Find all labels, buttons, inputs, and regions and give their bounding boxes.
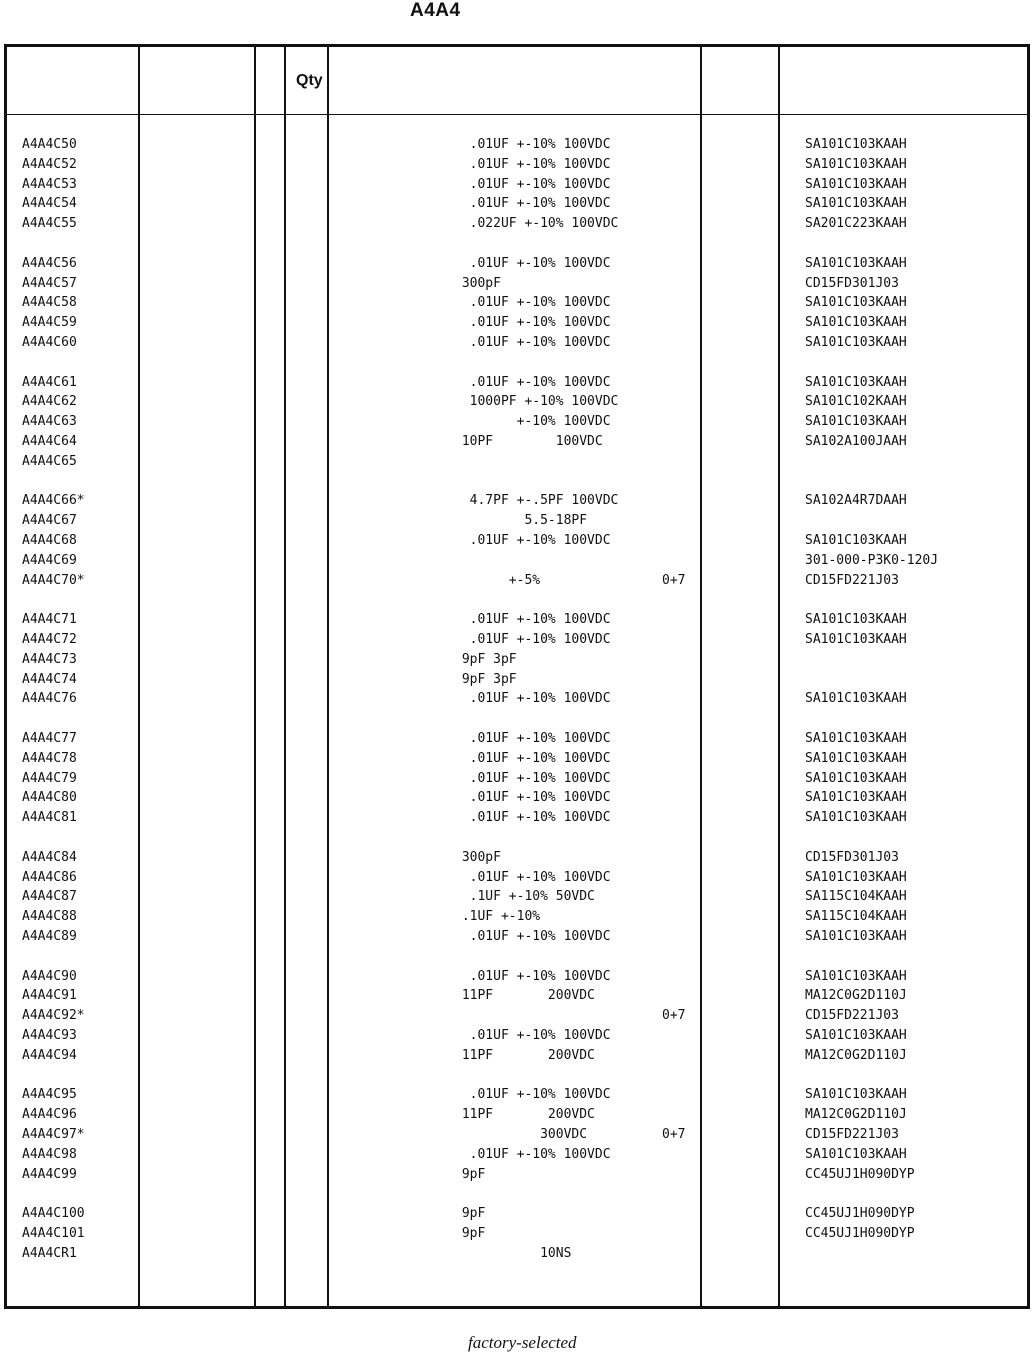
column-divider <box>700 44 702 1309</box>
part-reference: A4A4C95 <box>22 1087 77 1103</box>
part-reference: A4A4C52 <box>22 156 77 172</box>
manufacturer-part-number: SA101C103KAAH <box>805 414 907 430</box>
part-description: 11PF 200VDC <box>454 1107 595 1123</box>
column-divider <box>327 44 329 1309</box>
part-reference: A4A4C61 <box>22 374 77 390</box>
part-description: .01UF +-10% 100VDC <box>454 929 611 944</box>
manufacturer-part-number: SA101C103KAAH <box>805 1087 907 1103</box>
part-reference: A4A4C74 <box>22 671 77 687</box>
part-description: .01UF +-10% 100VDC <box>454 810 611 826</box>
manufacturer-part-number: SA101C103KAAH <box>805 929 907 944</box>
part-description: 11PF 200VDC <box>454 988 595 1004</box>
manufacturer-part-number: CC45UJ1H090DYP <box>805 1226 915 1241</box>
manufacturer-part-number: CD15FD221J03 <box>805 1127 899 1142</box>
part-reference: A4A4C81 <box>22 810 77 826</box>
part-reference: A4A4C50 <box>22 137 77 152</box>
part-description: .01UF +-10% 100VDC <box>454 315 611 331</box>
part-description: 9pF 3pF <box>454 651 517 667</box>
part-description: 9pF <box>454 1166 486 1182</box>
part-description: 4.7PF +-.5PF 100VDC <box>454 493 619 509</box>
part-reference: A4A4C67 <box>22 513 77 529</box>
manufacturer-part-number: SA101C103KAAH <box>805 156 907 172</box>
header-separator <box>4 114 1030 115</box>
part-reference: A4A4C97* <box>22 1127 85 1142</box>
manufacturer-part-number: SA101C102KAAH <box>805 394 907 410</box>
table-left-border <box>4 44 7 1309</box>
part-description: .1UF +-10% 50VDC <box>454 889 595 905</box>
part-reference: A4A4C73 <box>22 651 77 667</box>
part-description: 10PF 100VDC <box>454 434 603 449</box>
manufacturer-part-number: SA101C103KAAH <box>805 1146 907 1162</box>
column-divider <box>138 44 140 1309</box>
part-code: 0+7 <box>662 572 686 588</box>
part-reference: A4A4C93 <box>22 1028 77 1043</box>
part-description: .1UF +-10% <box>454 909 541 925</box>
part-description: 11PF 200VDC <box>454 1047 595 1063</box>
manufacturer-part-number: CC45UJ1H090DYP <box>805 1206 915 1222</box>
part-description: .01UF +-10% 100VDC <box>454 1087 611 1103</box>
part-reference: A4A4C79 <box>22 770 77 786</box>
part-reference: A4A4C100 <box>22 1206 85 1222</box>
part-reference: A4A4C84 <box>22 849 77 865</box>
part-description: 300pF <box>454 275 501 291</box>
part-description: +-5% <box>454 572 541 588</box>
part-reference: A4A4C57 <box>22 275 77 291</box>
manufacturer-part-number: MA12C0G2D110J <box>805 988 907 1004</box>
part-reference: A4A4C101 <box>22 1226 85 1241</box>
part-reference: A4A4C58 <box>22 295 77 311</box>
manufacturer-part-number: CC45UJ1H090DYP <box>805 1166 915 1182</box>
part-description: .01UF +-10% 100VDC <box>454 295 611 311</box>
part-description: .01UF +-10% 100VDC <box>454 335 611 350</box>
manufacturer-part-number: CD15FD221J03 <box>805 1008 899 1024</box>
part-description: .01UF +-10% 100VDC <box>454 691 611 707</box>
manufacturer-part-number: SA101C103KAAH <box>805 869 907 885</box>
part-reference: A4A4C88 <box>22 909 77 925</box>
manufacturer-part-number: SA101C103KAAH <box>805 295 907 311</box>
part-description: 5.5-18PF <box>454 513 588 529</box>
manufacturer-part-number: SA101C103KAAH <box>805 612 907 628</box>
manufacturer-part-number: SA201C223KAAH <box>805 216 907 232</box>
manufacturer-part-number: SA101C103KAAH <box>805 374 907 390</box>
part-description: .01UF +-10% 100VDC <box>454 374 611 390</box>
part-reference: A4A4C94 <box>22 1047 77 1063</box>
part-description: .01UF +-10% 100VDC <box>454 1028 611 1043</box>
footer-note: factory-selected <box>468 1333 577 1352</box>
page-title: A4A4 <box>410 0 461 21</box>
part-reference: A4A4C76 <box>22 691 77 707</box>
manufacturer-part-number: SA101C103KAAH <box>805 1028 907 1043</box>
part-description: .01UF +-10% 100VDC <box>454 731 611 746</box>
part-description: .01UF +-10% 100VDC <box>454 196 611 212</box>
part-description: .01UF +-10% 100VDC <box>454 790 611 806</box>
part-reference: A4A4C87 <box>22 889 77 905</box>
part-reference: A4A4C77 <box>22 731 77 746</box>
part-reference: A4A4C65 <box>22 453 77 469</box>
manufacturer-part-number: SA101C103KAAH <box>805 632 907 647</box>
part-description: .01UF +-10% 100VDC <box>454 632 611 647</box>
table-top-border <box>4 44 1030 47</box>
manufacturer-part-number: SA101C103KAAH <box>805 770 907 786</box>
part-description: .022UF +-10% 100VDC <box>454 216 619 232</box>
part-reference: A4A4C92* <box>22 1008 85 1024</box>
part-reference: A4A4C91 <box>22 988 77 1004</box>
part-description: .01UF +-10% 100VDC <box>454 137 611 152</box>
part-reference: A4A4C78 <box>22 750 77 766</box>
part-reference: A4A4CR1 <box>22 1245 77 1261</box>
column-divider <box>778 44 780 1309</box>
part-description: 1000PF +-10% 100VDC <box>454 394 619 410</box>
manufacturer-part-number: SA101C103KAAH <box>805 750 907 766</box>
part-description: 9pF <box>454 1226 486 1241</box>
part-code: 0+7 <box>662 1127 686 1142</box>
part-description: .01UF +-10% 100VDC <box>454 612 611 628</box>
part-reference: A4A4C96 <box>22 1107 77 1123</box>
manufacturer-part-number: SA101C103KAAH <box>805 533 907 548</box>
part-description: 300pF <box>454 849 501 865</box>
column-divider <box>254 44 256 1309</box>
part-code: 0+7 <box>662 1008 686 1024</box>
manufacturer-part-number: SA101C103KAAH <box>805 691 907 707</box>
part-description: 300VDC <box>454 1127 588 1142</box>
part-reference: A4A4C62 <box>22 394 77 410</box>
manufacturer-part-number: SA102A4R7DAAH <box>805 493 907 509</box>
part-description: .01UF +-10% 100VDC <box>454 156 611 172</box>
part-description: .01UF +-10% 100VDC <box>454 770 611 786</box>
part-reference: A4A4C69 <box>22 552 77 568</box>
part-reference: A4A4C66* <box>22 493 85 509</box>
part-description: 9pF 3pF <box>454 671 517 687</box>
part-reference: A4A4C60 <box>22 335 77 350</box>
part-reference: A4A4C54 <box>22 196 77 212</box>
part-description: .01UF +-10% 100VDC <box>454 869 611 885</box>
manufacturer-part-number: SA101C103KAAH <box>805 137 907 152</box>
manufacturer-part-number: SA101C103KAAH <box>805 335 907 350</box>
part-reference: A4A4C68 <box>22 533 77 548</box>
part-reference: A4A4C86 <box>22 869 77 885</box>
manufacturer-part-number: SA101C103KAAH <box>805 810 907 826</box>
manufacturer-part-number: SA101C103KAAH <box>805 176 907 192</box>
manufacturer-part-number: SA101C103KAAH <box>805 790 907 806</box>
part-reference: A4A4C98 <box>22 1146 77 1162</box>
manufacturer-part-number: 301-000-P3K0-120J <box>805 552 939 568</box>
part-reference: A4A4C99 <box>22 1166 77 1182</box>
part-description: .01UF +-10% 100VDC <box>454 176 611 192</box>
manufacturer-part-number: CD15FD301J03 <box>805 275 899 291</box>
manufacturer-part-number: SA101C103KAAH <box>805 968 907 984</box>
manufacturer-part-number: SA102A100JAAH <box>805 434 907 449</box>
manufacturer-part-number: SA101C103KAAH <box>805 315 907 331</box>
manufacturer-part-number: SA101C103KAAH <box>805 255 907 271</box>
table-bottom-border <box>4 1306 1030 1309</box>
part-reference: A4A4C71 <box>22 612 77 628</box>
part-reference: A4A4C53 <box>22 176 77 192</box>
part-reference: A4A4C80 <box>22 790 77 806</box>
manufacturer-part-number: CD15FD221J03 <box>805 572 899 588</box>
part-reference: A4A4C72 <box>22 632 77 647</box>
part-reference: A4A4C89 <box>22 929 77 944</box>
part-description: .01UF +-10% 100VDC <box>454 1146 611 1162</box>
manufacturer-part-number: MA12C0G2D110J <box>805 1107 907 1123</box>
part-reference: A4A4C70* <box>22 572 85 588</box>
manufacturer-part-number: MA12C0G2D110J <box>805 1047 907 1063</box>
part-reference: A4A4C59 <box>22 315 77 331</box>
part-description: +-10% 100VDC <box>454 414 611 430</box>
manufacturer-part-number: SA101C103KAAH <box>805 196 907 212</box>
part-reference: A4A4C56 <box>22 255 77 271</box>
manufacturer-part-number: SA115C104KAAH <box>805 909 907 925</box>
manufacturer-part-number: SA101C103KAAH <box>805 731 907 746</box>
part-description: .01UF +-10% 100VDC <box>454 255 611 271</box>
part-description: 9pF <box>454 1206 486 1222</box>
table-right-border <box>1027 44 1030 1309</box>
column-divider <box>284 44 286 1309</box>
part-description: .01UF +-10% 100VDC <box>454 968 611 984</box>
part-reference: A4A4C55 <box>22 216 77 232</box>
part-description: .01UF +-10% 100VDC <box>454 533 611 548</box>
qty-column-header: Qty <box>296 72 323 89</box>
part-reference: A4A4C90 <box>22 968 77 984</box>
part-description: 10NS <box>454 1245 572 1261</box>
manufacturer-part-number: SA115C104KAAH <box>805 889 907 905</box>
part-description: .01UF +-10% 100VDC <box>454 750 611 766</box>
manufacturer-part-number: CD15FD301J03 <box>805 849 899 865</box>
part-reference: A4A4C64 <box>22 434 77 449</box>
part-reference: A4A4C63 <box>22 414 77 430</box>
